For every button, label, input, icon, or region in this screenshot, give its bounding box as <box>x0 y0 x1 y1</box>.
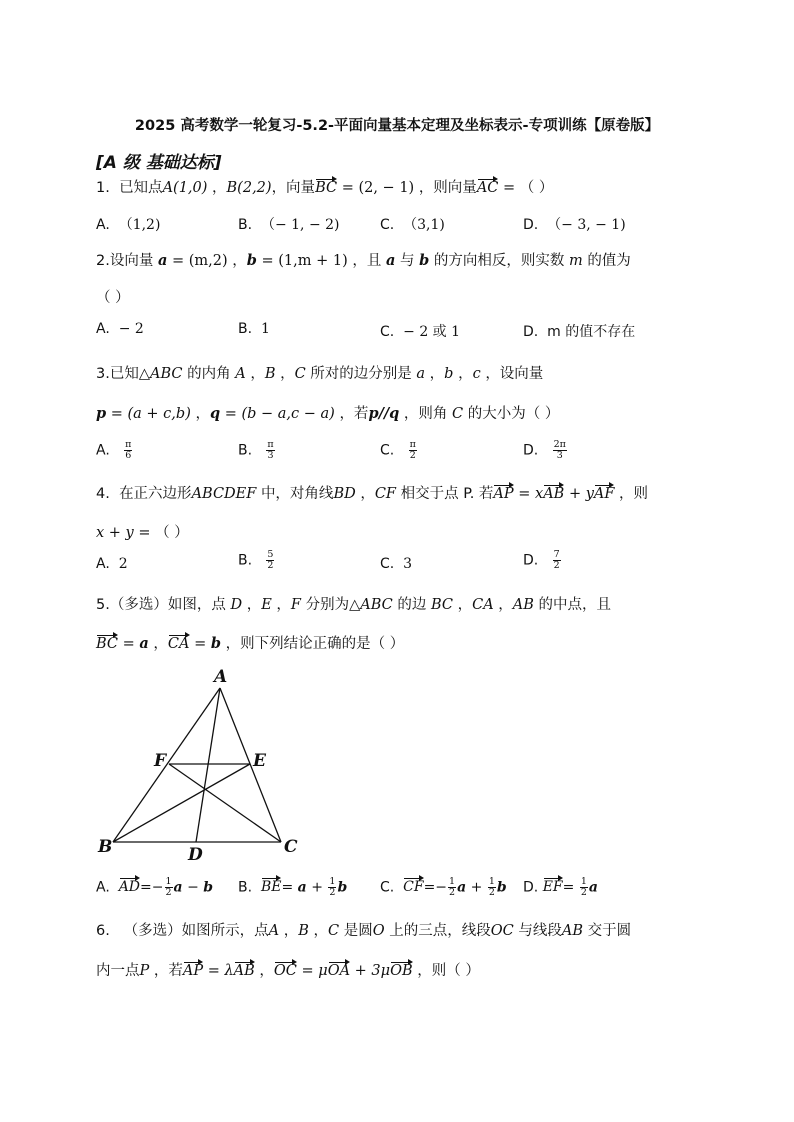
q4-option-c[interactable]: C. 3 <box>380 556 413 572</box>
q5-option-b[interactable]: B. BE= a + $\frac{1}{2}$ b <box>238 876 348 898</box>
q2-option-b[interactable]: B. 1 <box>238 321 270 337</box>
q3-option-c[interactable]: C. $\frac{\pi}{2}$ <box>380 439 416 461</box>
vector-ac: AC <box>476 180 499 196</box>
triangle-figure <box>92 662 312 868</box>
q2-option-d[interactable]: D. m 的值不存在 <box>523 324 636 340</box>
median-cf <box>169 764 281 842</box>
q3-option-b[interactable]: B. $\frac{\pi}{3}$ <box>238 439 274 461</box>
label-c: C <box>284 837 298 857</box>
question-5: 5.（多选）如图，点 D ，E ，F 分别为△ABC 的边 BC ，CA ，AB 的中点，且 <box>96 597 612 613</box>
q4-option-a[interactable]: A. 2 <box>96 556 128 572</box>
median-be <box>113 764 250 842</box>
median-ad <box>196 688 220 842</box>
q2-option-c[interactable]: C. − 2 或 1 <box>380 324 461 340</box>
question-5-line-2: BC = a ，CA = b ，则下列结论正确的是（ ） <box>96 635 405 652</box>
section-heading: [A 级 基础达标] <box>96 153 222 173</box>
q1-option-a[interactable]: A. （1,2) <box>96 217 161 233</box>
question-4-line-2: x + y = （ ） <box>96 525 189 541</box>
q2-paren: （ ） <box>96 290 130 306</box>
q3-option-a[interactable]: A. $\frac{\pi}{6}$ <box>96 439 132 461</box>
q1-option-d[interactable]: D. （− 3, − 1) <box>523 217 626 233</box>
question-6: 6. （多选）如图所示，点A ，B ，C 是圆O 上的三点，线段OC 与线段AB 交于圆 <box>96 923 632 939</box>
label-f: F <box>154 751 167 771</box>
question-3-line-2: p = (a + c,b) ，q = (b − a,c − a) ，若p//q ，则角 C 的大小为（ ） <box>96 405 560 422</box>
label-a: A <box>214 667 228 687</box>
q1-option-b[interactable]: B. （− 1, − 2) <box>238 217 340 233</box>
q4-option-b[interactable]: B. $\frac{5}{2}$ <box>238 549 274 571</box>
label-d: D <box>188 845 203 865</box>
q5-option-d[interactable]: D. EF= $\frac{1}{2}$ a <box>523 876 598 898</box>
question-2: 2.设向量 a = (m,2) ，b = (1,m + 1) ，且 a 与 b 的方向相反，则实数 m 的值为 <box>96 252 631 269</box>
question-6-line-2: 内一点P ，若AP = λAB ，OC = μOA + 3μOB ，则（ ） <box>96 963 480 979</box>
q4-option-d[interactable]: D. $\frac{7}{2}$ <box>523 549 560 571</box>
question-4: 4. 在正六边形ABCDEF 中，对角线BD ，CF 相交于点 P. 若AP = xAB + yAF ，则 <box>96 486 649 502</box>
document-title: 2025 高考数学一轮复习-5.2-平面向量基本定理及坐标表示-专项训练【原卷版】 <box>134 118 660 134</box>
q5-option-a[interactable]: A. AD=− $\frac{1}{2}$ a − b <box>96 876 214 898</box>
vector-bc: BC <box>315 180 338 196</box>
q1-option-c[interactable]: C. （3,1) <box>380 217 445 233</box>
q5-option-c[interactable]: C. CF=− $\frac{1}{2}$ a + $\frac{1}{2}$ b <box>380 876 507 898</box>
side-ab <box>113 688 220 842</box>
label-b: B <box>98 837 113 857</box>
side-ac <box>220 688 281 842</box>
q2-option-a[interactable]: A. − 2 <box>96 321 144 337</box>
question-1: 1. 已知点A(1,0) ，B(2,2)，向量BC = (2, − 1) ，则向量AC = （ ） <box>96 180 554 196</box>
question-3: 3.已知△ABC 的内角 A ，B ，C 所对的边分别是 a ，b ，c ，设向量 <box>96 366 544 382</box>
label-e: E <box>253 751 266 771</box>
q3-option-d[interactable]: D. $\frac{2\pi}{3}$ <box>523 439 566 461</box>
